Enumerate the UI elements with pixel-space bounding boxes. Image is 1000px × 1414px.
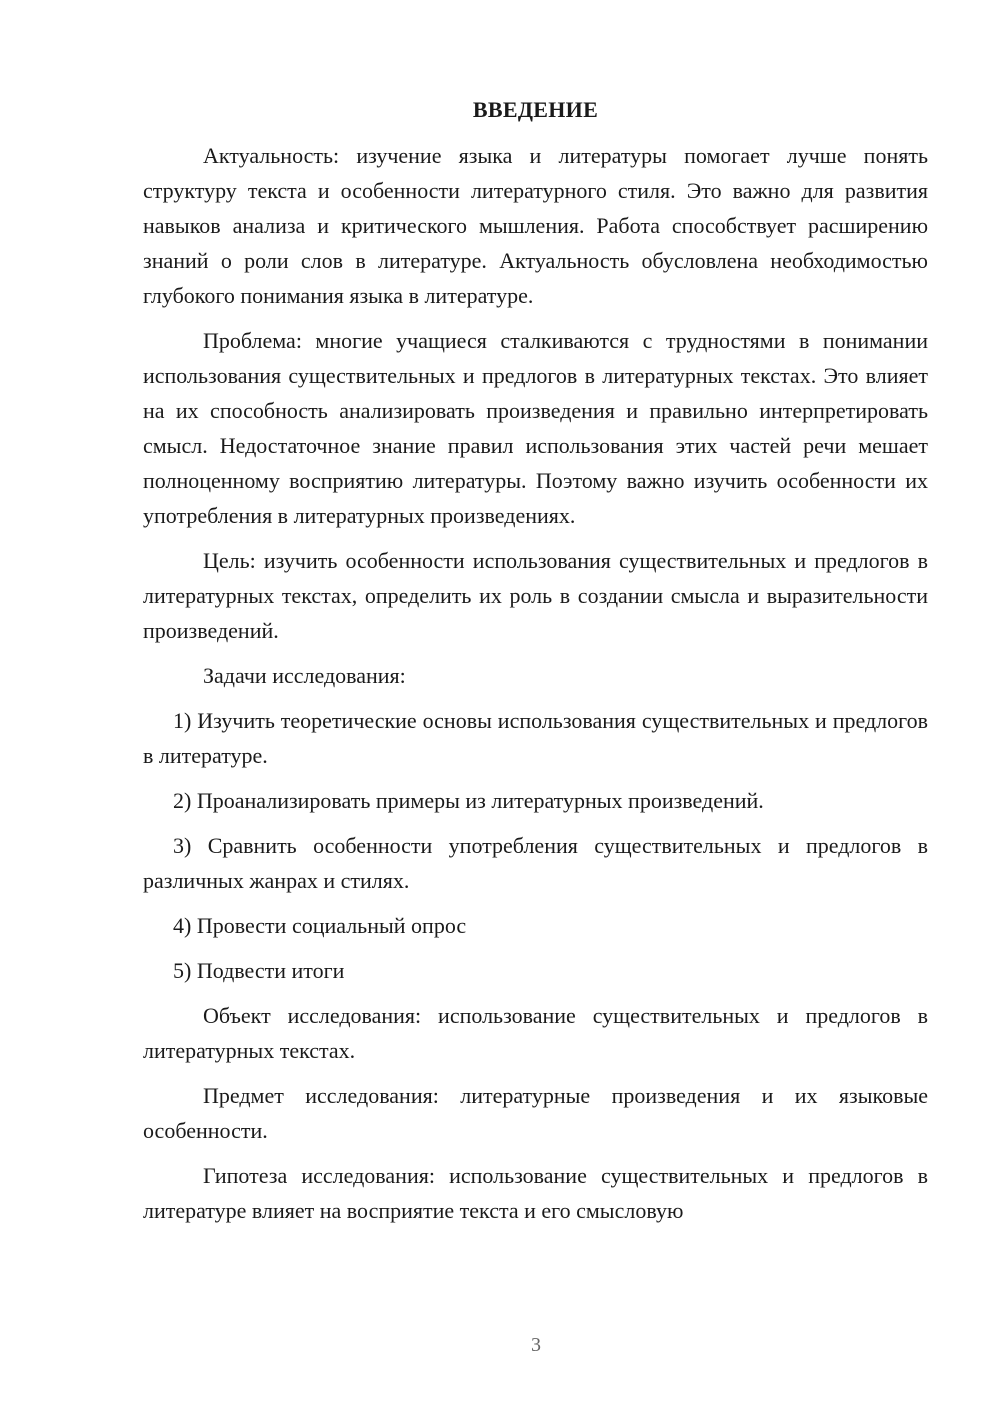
task-item-1: 1) Изучить теоретические основы использования существительных и предлогов в литературе. xyxy=(143,708,928,768)
page-number: 3 xyxy=(531,1334,541,1356)
paragraph-subject: Предмет исследования: литературные произведения и их языковые особенности. xyxy=(143,1083,928,1143)
task-item-4: 4) Провести социальный опрос xyxy=(173,913,467,938)
paragraph-tasks-heading: Задачи исследования: xyxy=(203,663,406,688)
task-item-2: 2) Проанализировать примеры из литературных произведений. xyxy=(173,788,764,813)
paragraph-relevance: Актуальность: изучение языка и литературы помогает лучше понять структуру текста и особенности литературного стиля. Это важно для развития навыков анализа и критического мышления. Работа способствует расширению знаний о роли слов в литературе. Актуальность обусловлена необходимостью глубокого понимания языка в литературе. xyxy=(143,143,928,308)
task-item-3: 3) Сравнить особенности употребления существительных и предлогов в различных жанрах и стилях. xyxy=(143,833,928,893)
task-item-5: 5) Подвести итоги xyxy=(173,958,345,983)
page-content xyxy=(143,92,928,1238)
paragraph-goal: Цель: изучить особенности использования существительных и предлогов в литературных текстах, определить их роль в создании смысла и выразительности произведений. xyxy=(143,548,928,643)
page-heading: ВВЕДЕНИЕ xyxy=(472,97,599,122)
paragraph-problem: Проблема: многие учащиеся сталкиваются с трудностями в понимании использования существительных и предлогов в литературных текстах. Это влияет на их способность анализировать произведения и правильно интерпретировать смысл. Недостаточное знание правил использования этих частей речи мешает полноценному восприятию литературы. Поэтому важно изучить особенности их употребления в литературных произведениях. xyxy=(143,328,928,528)
paragraph-hypothesis: Гипотеза исследования: использование существительных и предлогов в литературе влияет на восприятие текста и его смысловую xyxy=(143,1163,928,1223)
paragraph-object: Объект исследования: использование существительных и предлогов в литературных текстах. xyxy=(143,1003,928,1063)
